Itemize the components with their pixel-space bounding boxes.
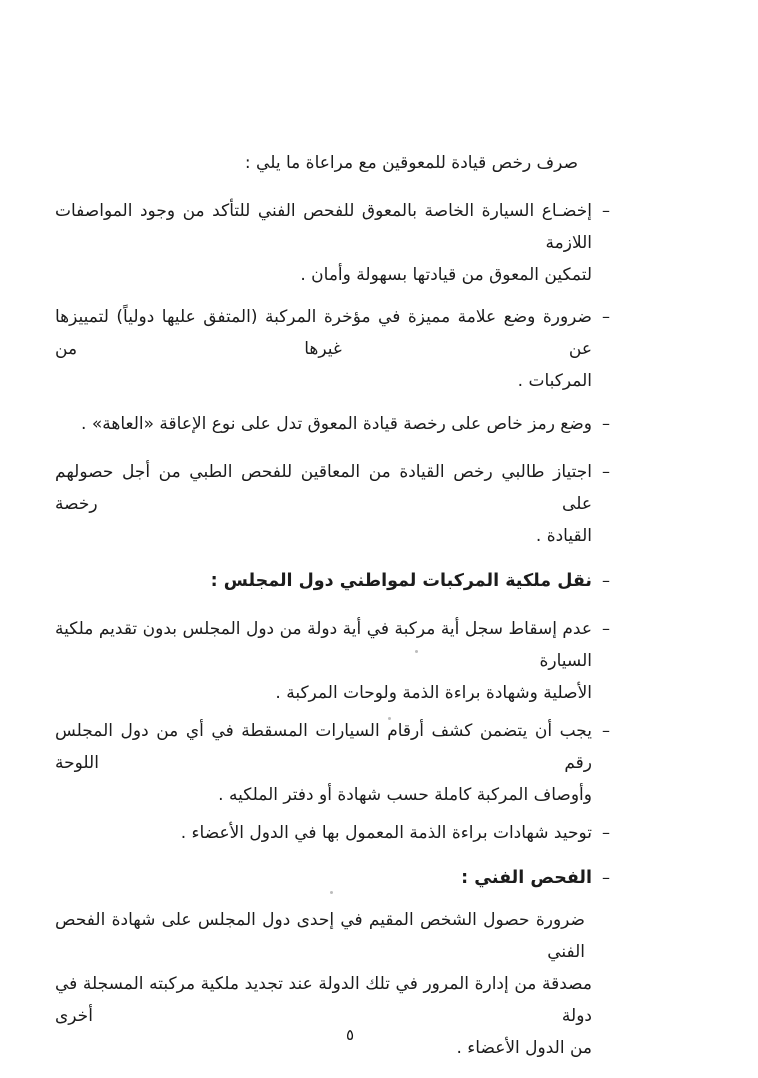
list-item bbox=[55, 408, 610, 440]
list-item bbox=[55, 715, 610, 811]
section-heading-transfer bbox=[55, 565, 610, 597]
bullet-dash-icon: – bbox=[602, 721, 610, 740]
scan-speckle bbox=[388, 717, 391, 720]
list-item-line: توحيد شهادات براءة الذمة المعمول بها في الدول الأعضاء . bbox=[180, 823, 592, 843]
bullet-dash-icon: – bbox=[602, 307, 610, 326]
bullet-dash-icon: – bbox=[602, 571, 610, 590]
list-item-line: وأوصاف المركبة كاملة حسب شهادة أو دفتر الملكيه . bbox=[218, 785, 592, 805]
bullet-dash-icon: – bbox=[602, 201, 610, 220]
bullet-dash-icon: – bbox=[602, 619, 610, 638]
document-text-block bbox=[55, 0, 610, 1064]
list-item bbox=[55, 613, 610, 709]
list-item-line: القيادة . bbox=[535, 526, 592, 546]
bullet-dash-icon: – bbox=[602, 868, 610, 887]
list-item-line: المركبات . bbox=[517, 371, 592, 391]
scan-speckle bbox=[330, 891, 333, 894]
list-item-line: لتمكين المعوق من قيادتها بسهولة وأمان . bbox=[300, 265, 592, 285]
section-heading-text: الفحص الفني : bbox=[461, 868, 592, 888]
list-item bbox=[55, 817, 610, 849]
list-item-line: الأصلية وشهادة براءة الذمة ولوحات المركبة . bbox=[275, 683, 592, 703]
bullet-dash-icon: – bbox=[602, 414, 610, 433]
list-item-line: إخضـاع السيارة الخاصة بالمعوق للفحص الفني للتأكد من وجود المواصفات اللازمة bbox=[55, 201, 592, 253]
paragraph-line: مصدقة من إدارة المرور في تلك الدولة عند تجديد ملكية مركبته المسجلة في دولة أخرى bbox=[55, 974, 592, 1026]
bullet-dash-icon: – bbox=[602, 823, 610, 842]
closing-paragraph bbox=[55, 904, 592, 1064]
paragraph-line: من الدول الأعضاء . bbox=[456, 1038, 592, 1058]
list-item-line: وضع رمز خاص على رخصة قيادة المعوق تدل على نوع الإعاقة «العاهة» . bbox=[81, 414, 592, 434]
intro-paragraph bbox=[55, 147, 592, 179]
list-item-line: يجب أن يتضمن كشف أرقام السيارات المسقطة في أي من دول المجلس رقم اللوحة bbox=[55, 721, 592, 773]
list-item bbox=[55, 195, 610, 291]
list-item-line: ضرورة وضع علامة مميزة في مؤخرة المركبة (المتفق عليها دولياً) لتمييزها عن غيرها من bbox=[55, 307, 592, 359]
bullet-dash-icon: – bbox=[602, 462, 610, 481]
list-item-line: عدم إسقاط سجل أية مركبة في أية دولة من دول المجلس بدون تقديم ملكية السيارة bbox=[55, 619, 592, 671]
section-heading-inspection bbox=[55, 862, 610, 894]
list-item bbox=[55, 301, 610, 397]
page-number: ٥ bbox=[346, 1026, 355, 1044]
intro-line: صرف رخص قيادة للمعوقين مع مراعاة ما يلي : bbox=[244, 153, 578, 173]
section-heading-text: نقل ملكية المركبات لمواطني دول المجلس : bbox=[210, 571, 592, 591]
scan-speckle bbox=[415, 650, 418, 653]
list-item bbox=[55, 456, 610, 552]
paragraph-line: ضرورة حصول الشخص المقيم في إحدى دول المجلس على شهادة الفحص الفني bbox=[55, 910, 585, 962]
list-item-line: اجتياز طالبي رخص القيادة من المعاقين للفحص الطبي من أجل حصولهم على رخصة bbox=[55, 462, 592, 514]
